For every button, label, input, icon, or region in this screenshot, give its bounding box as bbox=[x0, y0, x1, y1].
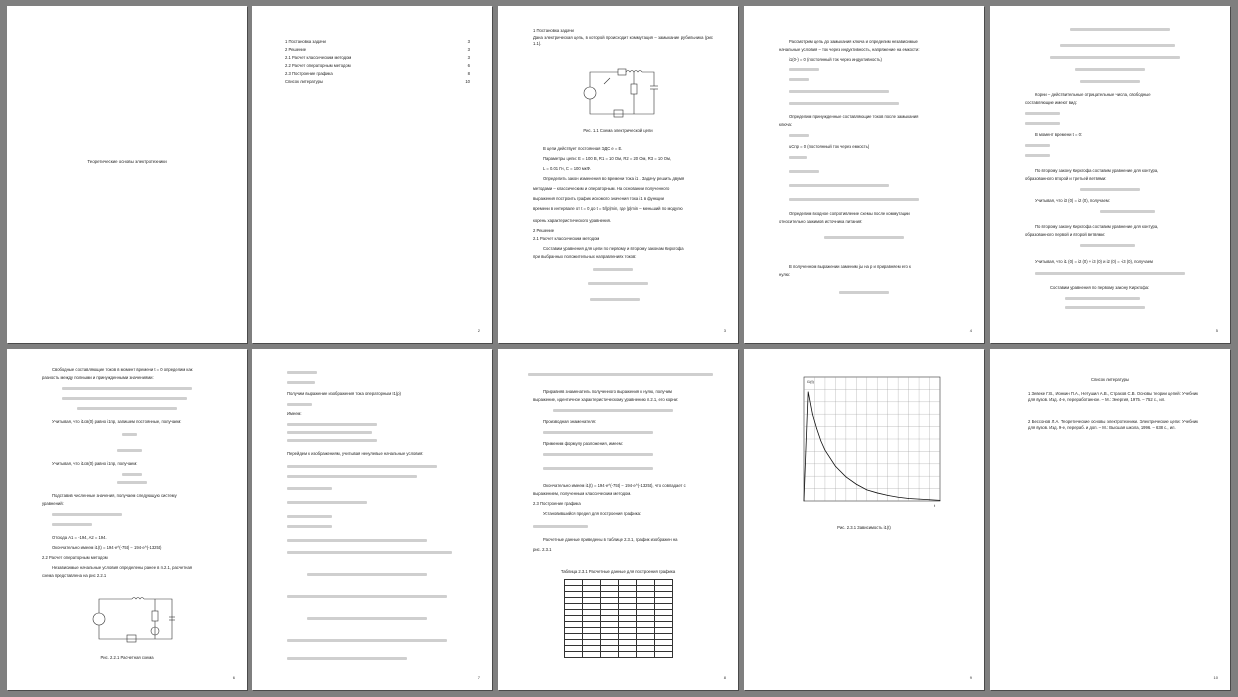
text-line: i1(0-) = 0 (постоянный ток через индуктивность) bbox=[789, 57, 882, 62]
formula bbox=[287, 539, 427, 542]
formula bbox=[287, 465, 437, 468]
formula bbox=[1065, 297, 1140, 300]
page-number: 10 bbox=[1213, 675, 1218, 680]
data-point bbox=[929, 499, 930, 500]
text-line: схема представлена на рис 2.2.1 bbox=[42, 573, 107, 578]
text-line: методами – классическим и операторным. На основании полученного bbox=[533, 186, 670, 191]
formula bbox=[117, 449, 142, 452]
page-5 bbox=[990, 6, 1230, 343]
page-number: 8 bbox=[723, 675, 726, 680]
formula bbox=[588, 282, 648, 285]
text-line: Составим уравнения для цепи по первому и второму законам Кирхгофа bbox=[543, 246, 684, 251]
text-line: Корни – действительные отрицательные числа, свободные bbox=[1035, 92, 1151, 97]
text-line: Окончательно имеем i1(t) = 194·e^(-75t) − 194·e^(-1325t) bbox=[52, 545, 162, 550]
data-point bbox=[808, 391, 809, 392]
formula bbox=[1070, 28, 1170, 31]
text-line: разность между полными и принужденными значениями: bbox=[42, 375, 154, 380]
formula bbox=[1035, 272, 1185, 275]
text-line: Перейдем к изображениям, учитывая ненулевые начальные условия: bbox=[287, 451, 424, 456]
formula bbox=[1025, 112, 1060, 115]
formula bbox=[789, 90, 889, 93]
text-line: Применим формулу разложения, имеем: bbox=[543, 441, 623, 446]
formula bbox=[593, 268, 633, 271]
formula bbox=[1100, 210, 1155, 213]
text-line: Имеем: bbox=[287, 411, 302, 416]
figure-caption: Рис. 1.1 Схема электрической цепи bbox=[583, 128, 653, 133]
data-point bbox=[820, 440, 821, 441]
formula bbox=[789, 68, 819, 71]
page-7 bbox=[252, 349, 492, 690]
text-line: В цепи действует постоянная ЭДС e = E. bbox=[543, 146, 623, 151]
page-1 bbox=[7, 6, 247, 343]
data-point bbox=[919, 499, 920, 500]
data-point bbox=[866, 489, 867, 490]
page-number: 9 bbox=[969, 675, 972, 680]
formula bbox=[117, 481, 147, 484]
page-1-title: Теоретические основы электротехники bbox=[87, 159, 167, 164]
text-line: В момент времени t = 0: bbox=[1035, 132, 1083, 137]
formula bbox=[789, 198, 919, 201]
page-number: 7 bbox=[477, 675, 480, 680]
reference-item: 2 Бессонов Л.А. Теоретические основы электротехники. Электрические цепи: Учебник для вузов. Изд. 9-е, перераб. и доп. – М.: Высшая школа, 1996. – 638 с., ил. bbox=[1028, 419, 1198, 430]
data-point bbox=[825, 450, 826, 451]
text-line: Определить закон изменения во времени тока i1 . Задачу решить двумя bbox=[543, 176, 685, 181]
page-10 bbox=[990, 349, 1230, 690]
formula bbox=[1075, 68, 1145, 71]
formula bbox=[287, 551, 452, 554]
paragraph: Дана электрическая цепь, в которой происходит коммутация – замыкание рубильника (рис 1.1). bbox=[533, 35, 713, 46]
text-line: Свободные составляющие токов в момент времени t = 0 определим как bbox=[52, 367, 193, 372]
text-line: Отсюда A1 = -194, A2 = 194. bbox=[52, 535, 107, 540]
formula bbox=[528, 373, 713, 376]
text-line: ключа: bbox=[779, 122, 793, 127]
formula bbox=[533, 525, 588, 528]
data-point bbox=[835, 466, 836, 467]
data-point bbox=[898, 497, 899, 498]
formula bbox=[287, 639, 447, 642]
formula bbox=[789, 78, 809, 81]
formula bbox=[287, 595, 447, 598]
toc-row[interactable]: 2.2 Расчет операторным методом 6 bbox=[285, 63, 470, 68]
data-point bbox=[940, 500, 941, 501]
section-heading: 1 Постановка задачи bbox=[533, 28, 574, 33]
text-line: Параметры цепи: E = 100 В, R1 = 10 Ом, R2 = 20 Ом, R3 = 10 Ом, bbox=[543, 156, 671, 161]
formula bbox=[122, 473, 142, 476]
page-3 bbox=[498, 6, 738, 343]
page-number: 4 bbox=[969, 328, 972, 333]
formula bbox=[543, 431, 653, 434]
page-4 bbox=[744, 6, 984, 343]
text-line: Установившийся предел для построения графика: bbox=[543, 511, 642, 516]
text-line: при выбранных положительных направлениях токов: bbox=[533, 254, 637, 259]
data-point bbox=[845, 476, 846, 477]
formula bbox=[590, 298, 640, 301]
table-cell bbox=[619, 652, 637, 658]
formula bbox=[1025, 122, 1060, 125]
toc-row[interactable]: Список литературы 10 bbox=[285, 79, 470, 84]
text-line: uCпр = 0 (постоянный ток через емкость) bbox=[789, 144, 870, 149]
formula bbox=[287, 501, 367, 504]
formula bbox=[553, 409, 673, 412]
formula bbox=[77, 407, 177, 410]
text-line: Составим уравнения по первому закону Кирхгофа: bbox=[1050, 285, 1150, 290]
formula bbox=[287, 431, 372, 434]
formula bbox=[1065, 306, 1145, 309]
section-heading: 2 Решение bbox=[533, 228, 555, 233]
formula bbox=[307, 573, 427, 576]
formula bbox=[287, 403, 312, 406]
formula bbox=[1080, 188, 1140, 191]
toc-row[interactable]: 2 Решение 3 bbox=[285, 47, 470, 52]
formula bbox=[52, 513, 122, 516]
formula bbox=[287, 371, 317, 374]
formula bbox=[62, 387, 192, 390]
text-line: Учитывая, что i3 (0) = i2 (0), получаем: bbox=[1035, 198, 1110, 203]
text-line: образованного первой и второй ветвями: bbox=[1025, 232, 1105, 237]
formula bbox=[1080, 80, 1140, 83]
text-line: Учитывая, что i1 (0) = i2 (0) + i3 (0) и i2 (0) = -i3 (0), получаем bbox=[1035, 259, 1153, 264]
text-line: Рассмотрим цепь до замыкания ключа и определим независимые bbox=[789, 39, 918, 44]
formula bbox=[789, 156, 807, 159]
text-line: В полученном выражении заменим jω на p и приравняем его к bbox=[789, 264, 911, 269]
formula bbox=[122, 433, 137, 436]
text-line: По второму закону Кирхгофа составим уравнение для контура, bbox=[1035, 224, 1159, 229]
circuit-diagram bbox=[578, 64, 668, 122]
section-heading: 2.2 Расчет операторным методом bbox=[42, 555, 108, 560]
page-8 bbox=[498, 349, 738, 690]
formula bbox=[1025, 144, 1050, 147]
text-line: Окончательно имеем i1(t) = 194·e^(-75t) − 194·e^(-1325t), что совпадает с bbox=[543, 483, 686, 488]
formula bbox=[789, 102, 899, 105]
data-point bbox=[877, 493, 878, 494]
text-line: Определим принужденные составляющие токов после замыкания bbox=[789, 114, 919, 119]
text-line: Определим входное сопротивление схемы после коммутации bbox=[789, 211, 910, 216]
text-line: уравнений: bbox=[42, 501, 64, 506]
page-2 bbox=[252, 6, 492, 343]
current-chart bbox=[794, 371, 944, 511]
formula bbox=[62, 397, 187, 400]
formula bbox=[52, 523, 92, 526]
formula bbox=[307, 617, 427, 620]
text-line: образованного второй и третьей ветвями: bbox=[1025, 176, 1107, 181]
formula bbox=[543, 467, 653, 470]
page-6 bbox=[7, 349, 247, 690]
page-title: Список литературы bbox=[1091, 377, 1129, 382]
text-line: рис. 2.3.1 bbox=[533, 547, 552, 552]
text-line: времени в интервале от t = 0 до t = 5/|p|min, где |p|min – меньший по модулю bbox=[533, 206, 683, 211]
text-line: выражением, полученным классическим методом. bbox=[533, 491, 632, 496]
formula bbox=[287, 381, 315, 384]
text-line: Производная знаменателя: bbox=[543, 419, 597, 424]
data-point bbox=[816, 428, 817, 429]
text-line: выражения построить график искомого значения тока i1 в функции bbox=[533, 196, 664, 201]
toc-row[interactable]: 1 Постановка задачи 3 bbox=[285, 39, 470, 44]
data-table bbox=[564, 579, 673, 658]
formula bbox=[1050, 56, 1180, 59]
formula bbox=[789, 170, 819, 173]
table-cell bbox=[637, 652, 655, 658]
table-row bbox=[565, 652, 673, 658]
page-number: 2 bbox=[477, 328, 480, 333]
data-point bbox=[856, 484, 857, 485]
text-line: составляющие имеют вид: bbox=[1025, 100, 1077, 105]
text-line: Приравняв знаменатель полученного выражения к нулю, получим bbox=[543, 389, 672, 394]
text-line: По второму закону Кирхгофа составим уравнение для контура, bbox=[1035, 168, 1159, 173]
formula bbox=[789, 134, 809, 137]
formula bbox=[287, 423, 377, 426]
text-line: Независимые начальные условия определены ранее в п.2.1, расчетная bbox=[52, 565, 193, 570]
formula bbox=[287, 439, 377, 442]
formula bbox=[287, 525, 332, 528]
formula bbox=[287, 487, 332, 490]
toc-row[interactable]: 2.3 Построение графика 8 bbox=[285, 71, 470, 76]
formula bbox=[1060, 44, 1175, 47]
toc-row[interactable]: 2.1 Расчет классическим методом 3 bbox=[285, 55, 470, 60]
page-number: 3 bbox=[723, 328, 726, 333]
text-line: Получим выражение изображения тока операторным I1(p) bbox=[287, 391, 401, 396]
text-line: относительно зажимов источника питания: bbox=[779, 219, 863, 224]
reference-item: 1 Зевеке Г.В., Ионкин П.А., Нетушил А.В., Страхов С.В. Основы теории цепей: Учебник для вузов. Изд. 4-е, переработанное. – М.: Энергия, 1975. – 752 с., ил. bbox=[1028, 391, 1198, 402]
figure-caption: Рис. 2.3.1 Зависимость i1(t) bbox=[837, 525, 891, 530]
data-point bbox=[804, 501, 805, 502]
text-line: Учитывая, что i1св(0) равно i1пр, получаем: bbox=[52, 461, 138, 466]
text-line: Расчетные данные приведены в таблице 2.3.1, график изображен на bbox=[543, 537, 678, 542]
text-line: нулю: bbox=[779, 272, 791, 277]
figure-caption: Рис. 2.2.1 Расчетная схема bbox=[100, 655, 154, 660]
data-point bbox=[812, 414, 813, 415]
y-axis-label: i1(t) bbox=[807, 379, 814, 384]
formula bbox=[543, 453, 653, 456]
formula bbox=[839, 291, 889, 294]
formula bbox=[1080, 244, 1135, 247]
page-number: 6 bbox=[232, 675, 235, 680]
section-heading: 2.1 Расчет классическим методом bbox=[533, 236, 600, 241]
page-number: 5 bbox=[1215, 328, 1218, 333]
table-cell bbox=[601, 652, 619, 658]
table-cell bbox=[655, 652, 673, 658]
table-cell bbox=[583, 652, 601, 658]
text-line: Подставив численные значения, получаем следующую систему bbox=[52, 493, 177, 498]
table-caption: Таблица 2.3.1 Расчетные данные для построения графика bbox=[560, 569, 676, 574]
formula bbox=[287, 515, 332, 518]
formula bbox=[789, 184, 889, 187]
formula bbox=[287, 657, 407, 660]
text-line: выражение, идентичное характеристическому уравнению п.2.1, его корни: bbox=[533, 397, 679, 402]
circuit-diagram bbox=[87, 589, 187, 647]
text-line: начальные условия – ток через индуктивность, напряжение на емкости: bbox=[779, 47, 920, 52]
text-line: L = 0.01 Гн, C = 100 мкФ. bbox=[543, 166, 591, 171]
page-9 bbox=[744, 349, 984, 690]
section-heading: 2.3 Построение графика bbox=[533, 501, 581, 506]
table-cell bbox=[565, 652, 583, 658]
text-line: Учитывая, что i1св(0) равно i1пр, запишем постоянные, получаем: bbox=[52, 419, 182, 424]
data-point bbox=[908, 498, 909, 499]
x-axis-label: t bbox=[934, 503, 936, 508]
data-point bbox=[887, 495, 888, 496]
text-line: корень характеристического уравнения. bbox=[533, 218, 612, 223]
formula bbox=[287, 475, 417, 478]
formula bbox=[1025, 154, 1050, 157]
formula bbox=[824, 236, 904, 239]
